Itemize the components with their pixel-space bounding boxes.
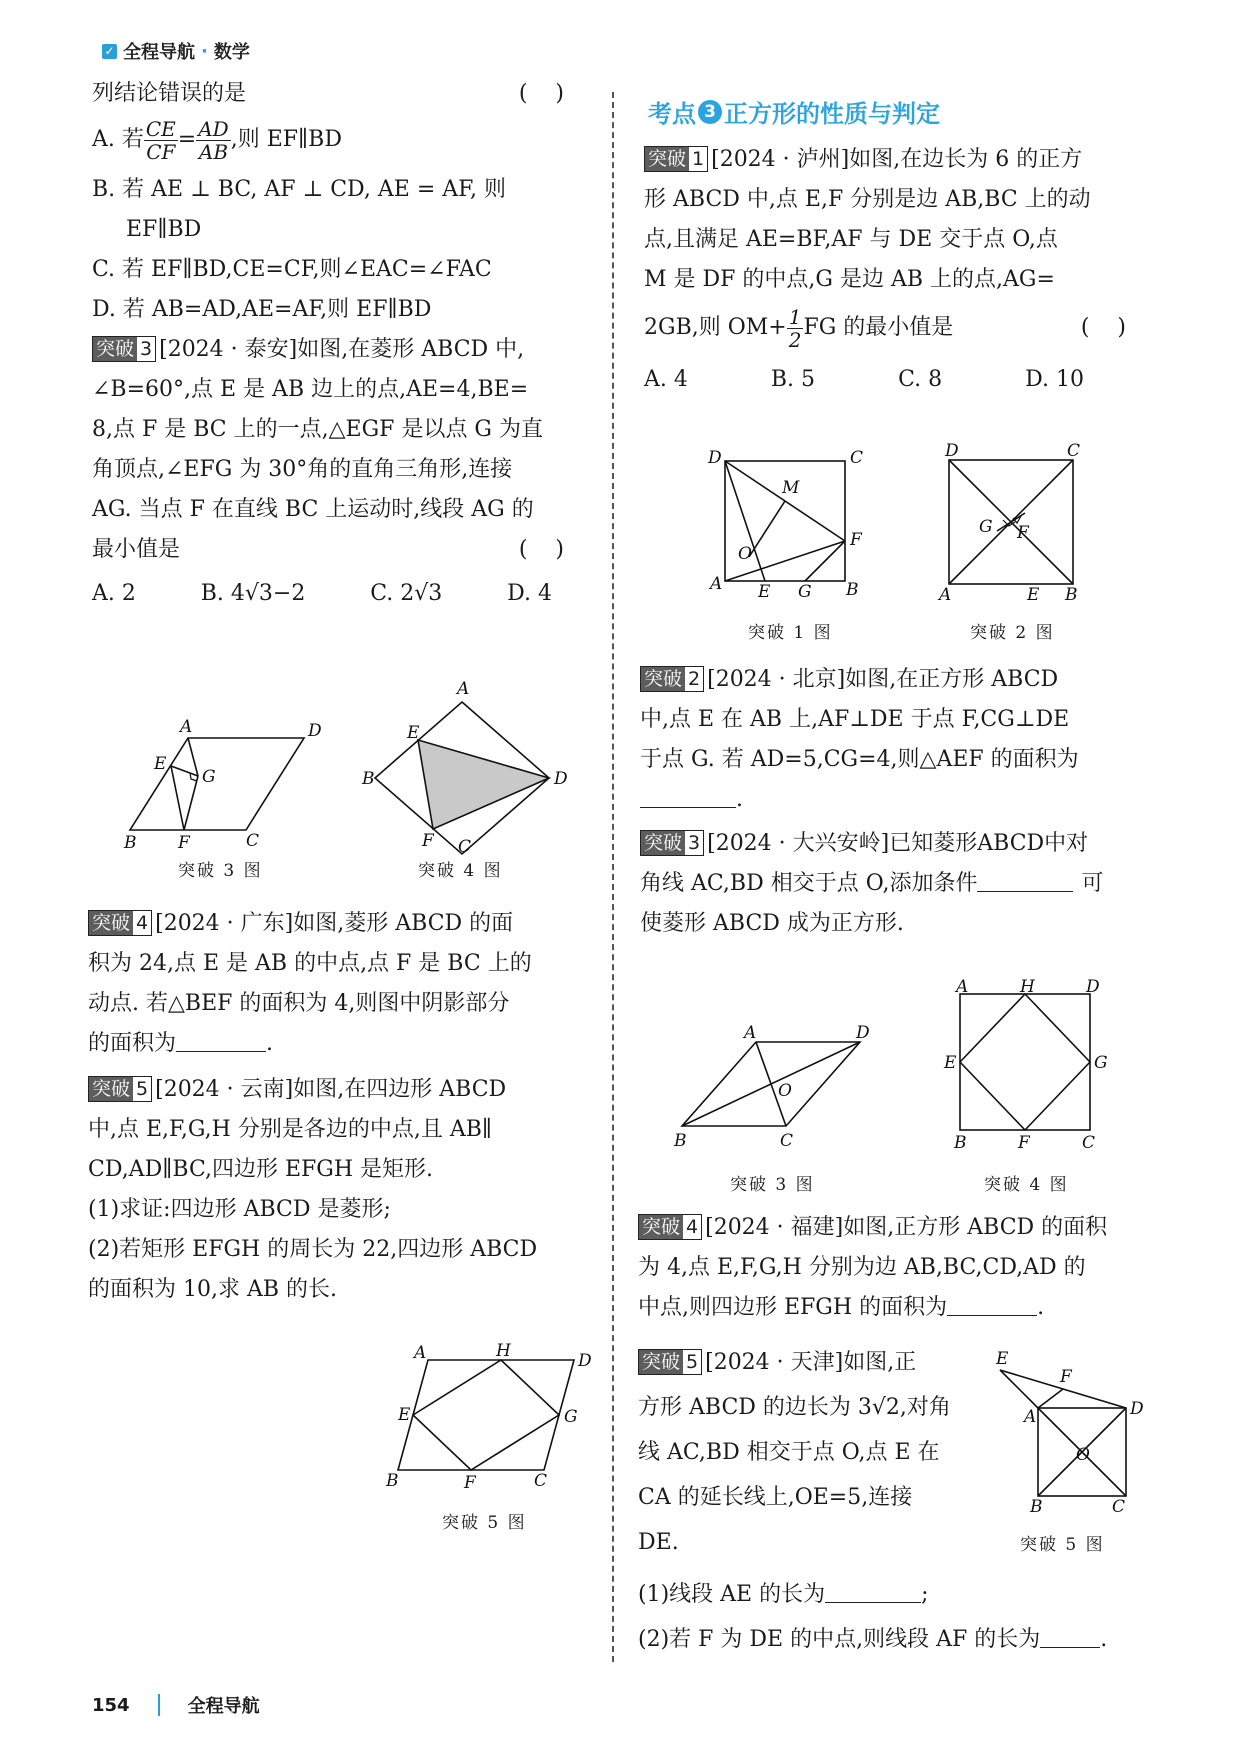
caption-fig-2: 突破 2 图 xyxy=(970,623,1055,643)
column-divider xyxy=(612,92,614,1662)
label-c: C xyxy=(1112,1497,1126,1517)
label-a: A xyxy=(939,585,952,605)
label-b: B xyxy=(386,1471,399,1491)
label-c: C xyxy=(534,1471,548,1491)
label-f: F xyxy=(1017,523,1029,543)
label-d: D xyxy=(708,448,722,468)
problem-3-line-1: 突破 3 [2024 · 大兴安岭]已知菱形ABCD中对 xyxy=(640,824,1154,864)
problem-tag: 突破 2 xyxy=(640,666,704,692)
label-d: D xyxy=(1130,1399,1144,1419)
problem-5-line-2: 方形 ABCD 的边长为 3√2,对角 xyxy=(638,1395,951,1420)
answer-blank xyxy=(640,789,736,808)
label-b: B xyxy=(124,833,137,853)
problem-4-line-1: 突破 4 [2024 · 广东]如图,菱形 ABCD 的面 xyxy=(88,904,592,944)
problem-5-line-1: 突破 5 [2024 · 天津]如图,正 xyxy=(638,1340,978,1385)
label-e: E xyxy=(407,723,420,743)
footer-title: 全程导航 xyxy=(187,1696,260,1717)
problem-1-line-1: 突破 1 [2024 · 泸州]如图,在边长为 6 的正方 xyxy=(644,140,1154,180)
problem-5-line-5: DE. xyxy=(638,1530,679,1555)
label-e: E xyxy=(1027,585,1040,605)
figure-square-r5 xyxy=(982,1340,1142,1515)
caption-fig-5: 突破 5 图 xyxy=(442,1513,527,1533)
problem-tag: 突破 4 xyxy=(88,910,152,936)
label-h: H xyxy=(1020,977,1035,997)
left-column-bottom xyxy=(88,904,592,1310)
separator-dot: · xyxy=(201,40,208,62)
problem-tag: 突破 5 xyxy=(638,1349,702,1375)
problem-3-line-3: 8,点 F 是 BC 上的一点,△EGF 是以点 G 为直 xyxy=(92,417,544,442)
problem-5-part-2: (2)若 F 为 DE 的中点,则线段 AF 的长为 . xyxy=(638,1627,1108,1652)
label-g: G xyxy=(1094,1053,1108,1073)
label-a: A xyxy=(414,1343,427,1363)
book-title: 全程导航 xyxy=(123,42,195,63)
problem-3-line-3: 使菱形 ABCD 成为正方形. xyxy=(640,911,904,936)
option-b: B. 若 AE ⊥ BC, AF ⊥ CD, AE = AF, 则 xyxy=(92,177,506,202)
option: A. 2 xyxy=(92,581,136,606)
page-number: 154 xyxy=(92,1694,130,1716)
label-d: D xyxy=(945,441,959,461)
label-f: F xyxy=(850,530,862,550)
problem-2-line-2: 中,点 E 在 AB 上,AF⊥DE 于点 F,CG⊥DE xyxy=(640,707,1070,732)
label-a: A xyxy=(1024,1407,1037,1427)
right-column-lower xyxy=(638,1208,1154,1328)
label-o: O xyxy=(738,544,752,564)
option-a: A. 若 $\frac{CE}{CF}$ = $\frac{AD}{AB}$ ,则 EF∥BD xyxy=(92,116,342,164)
answer-blank xyxy=(947,1297,1037,1316)
problem-5-part-1: (1)线段 AE 的长为 ; xyxy=(638,1582,929,1607)
label-c: C xyxy=(780,1131,794,1151)
caption-fig-4: 突破 4 图 xyxy=(418,861,503,881)
figure-rhombus-3 xyxy=(110,680,330,853)
label-f: F xyxy=(464,1473,476,1493)
caption-fig-4: 突破 4 图 xyxy=(984,1175,1069,1195)
problem-3-options xyxy=(92,574,552,614)
label-d: D xyxy=(554,769,568,789)
problem-2-line-4: . xyxy=(640,780,1154,820)
label-d: D xyxy=(856,1023,870,1043)
figure-square-2 xyxy=(925,440,1095,605)
section-number-badge: 3 xyxy=(698,100,722,124)
problem-5-part-2: (2)若矩形 EFGH 的周长为 22,四边形 ABCD xyxy=(88,1237,538,1262)
option: D. 4 xyxy=(507,581,552,606)
label-a: A xyxy=(744,1023,757,1043)
label-a: A xyxy=(457,679,470,699)
label-b: B xyxy=(846,580,859,600)
problem-tag: 突破 1 xyxy=(644,146,708,172)
option-c: C. 若 EF∥BD,CE=CF,则∠EAC=∠FAC xyxy=(92,257,492,282)
problem-4-line-1: 突破 4 [2024 · 福建]如图,正方形 ABCD 的面积 xyxy=(638,1208,1154,1248)
subject-label: 数学 xyxy=(213,42,250,63)
answer-paren: () xyxy=(1080,315,1154,340)
problem-2-line-3: 于点 G. 若 AD=5,CG=4,则△AEF 的面积为 xyxy=(640,747,1079,772)
label-c: C xyxy=(458,837,472,857)
label-e: E xyxy=(398,1405,411,1425)
problem-1-line-2: 形 ABCD 中,点 E,F 分别是边 AB,BC 上的动 xyxy=(644,187,1091,212)
label-g: G xyxy=(564,1407,578,1427)
label-c: C xyxy=(850,448,864,468)
label-o: O xyxy=(1076,1445,1090,1465)
figure-square-r4 xyxy=(938,977,1114,1160)
label-b: B xyxy=(674,1131,687,1151)
label-f: F xyxy=(422,831,434,851)
label-a: A xyxy=(956,977,969,997)
page-header xyxy=(102,38,250,64)
problem-1-line-5: 2GB,则 OM+ $\frac{1}{2}$ FG 的最小值是 () xyxy=(644,300,1154,356)
label-d: D xyxy=(578,1351,592,1371)
label-c: C xyxy=(1067,441,1081,461)
caption-fig-5: 突破 5 图 xyxy=(1020,1535,1105,1555)
option-d: D. 若 AB=AD,AE=AF,则 EF∥BD xyxy=(92,297,432,322)
label-h: H xyxy=(496,1341,511,1361)
right-column-middle xyxy=(640,660,1154,944)
caption-fig-3: 突破 3 图 xyxy=(730,1175,815,1195)
answer-blank xyxy=(1040,1629,1100,1648)
problem-5-line-4: CA 的延长线上,OE=5,连接 xyxy=(638,1485,913,1510)
option: A. 4 xyxy=(644,367,688,392)
answer-paren: () xyxy=(518,81,592,106)
problem-1-line-3: 点,且满足 AE=BF,AF 与 DE 交于点 O,点 xyxy=(644,227,1058,252)
label-a: A xyxy=(180,717,193,737)
fraction-ce-cf: $\frac{CE}{CF}$ xyxy=(145,116,176,164)
option: B. 5 xyxy=(770,367,816,392)
answer-blank xyxy=(825,1584,921,1603)
problem-3-line-5: AG. 当点 F 在直线 BC 上运动时,线段 AG 的 xyxy=(92,497,534,522)
option-b-cont: EF∥BD xyxy=(126,217,202,242)
label-d: D xyxy=(1086,977,1100,997)
problem-1-options xyxy=(644,360,1084,400)
option: C. 2√3 xyxy=(370,581,443,606)
label-c: C xyxy=(246,831,260,851)
answer-paren: () xyxy=(518,537,592,562)
label-e: E xyxy=(758,582,771,602)
problem-3-line-1: 突破 3 [2024 · 泰安]如图,在菱形 ABCD 中, xyxy=(92,330,592,370)
fraction-ad-ab: $\frac{AD}{AB}$ xyxy=(198,116,229,164)
problem-3-line-2: 角线 AC,BD 相交于点 O,添加条件 可 xyxy=(640,871,1104,896)
figure-square-1 xyxy=(700,445,870,605)
caption-fig-3: 突破 3 图 xyxy=(178,861,263,881)
question-continuation: 列结论错误的是 () xyxy=(92,74,592,114)
check-icon: ✓ xyxy=(102,44,117,59)
option: C. 8 xyxy=(898,367,943,392)
problem-3-line-2: ∠B=60°,点 E 是 AB 边上的点,AE=4,BE= xyxy=(92,377,529,402)
label-f: F xyxy=(1018,1133,1030,1153)
problem-5-line-2: 中,点 E,F,G,H 分别是各边的中点,且 AB∥ xyxy=(88,1117,493,1142)
label-f: F xyxy=(1060,1367,1072,1387)
label-b: B xyxy=(954,1133,967,1153)
problem-tag: 突破 3 xyxy=(92,336,156,362)
problem-4-line-3: 中点,则四边形 EFGH 的面积为 . xyxy=(638,1295,1045,1320)
problem-3-line-4: 角顶点,∠EFG 为 30°角的直角三角形,连接 xyxy=(92,457,513,482)
problem-5-line-3: CD,AD∥BC,四边形 EFGH 是矩形. xyxy=(88,1157,434,1182)
label-e: E xyxy=(996,1349,1009,1369)
problem-5-line-1: 突破 5 [2024 · 云南]如图,在四边形 ABCD xyxy=(88,1070,592,1110)
label-e: E xyxy=(944,1053,957,1073)
label-b: B xyxy=(362,769,375,789)
label-g: G xyxy=(202,767,216,787)
problem-tag: 突破 3 xyxy=(640,830,704,856)
problem-5-line-3: 线 AC,BD 相交于点 O,点 E 在 xyxy=(638,1440,940,1465)
problem-5-line-6: 的面积为 10,求 AB 的长. xyxy=(88,1277,338,1302)
right-column-top xyxy=(644,140,1154,400)
label-m: M xyxy=(782,478,800,498)
footer-separator xyxy=(158,1694,160,1716)
problem-tag: 突破 4 xyxy=(638,1214,702,1240)
page-footer xyxy=(92,1692,260,1718)
label-f: F xyxy=(178,833,190,853)
problem-tag: 突破 5 xyxy=(88,1076,152,1102)
problem-3-line-6: 最小值是 () xyxy=(92,530,592,570)
fraction-one-half: $\frac{1}{2}$ xyxy=(788,304,802,352)
label-e: E xyxy=(154,754,167,774)
answer-blank xyxy=(977,873,1073,892)
label-b: B xyxy=(1065,585,1078,605)
label-g: G xyxy=(979,517,993,537)
problem-4-line-2: 积为 24,点 E 是 AB 的中点,点 F 是 BC 上的 xyxy=(88,951,532,976)
label-b: B xyxy=(1030,1497,1043,1517)
figure-rhombus-4 xyxy=(360,676,570,856)
answer-blank xyxy=(176,1033,266,1052)
left-column-top xyxy=(92,74,592,614)
problem-4-line-3: 动点. 若△BEF 的面积为 4,则图中阴影部分 xyxy=(88,991,510,1016)
caption-fig-1: 突破 1 图 xyxy=(748,623,833,643)
right-problem-5 xyxy=(638,1340,978,1565)
problem-4-line-2: 为 4,点 E,F,G,H 分别为边 AB,BC,CD,AD 的 xyxy=(638,1255,1086,1280)
figure-rhombus-r3 xyxy=(662,1020,882,1170)
problem-2-line-1: 突破 2 [2024 · 北京]如图,在正方形 ABCD xyxy=(640,660,1154,700)
label-a: A xyxy=(710,574,723,594)
right-problem-5-questions xyxy=(638,1572,1154,1662)
option: B. 4√3−2 xyxy=(200,581,306,606)
problem-4-line-4: 的面积为 . xyxy=(88,1031,274,1056)
problem-5-part-1: (1)求证:四边形 ABCD 是菱形; xyxy=(88,1197,391,1222)
label-c: C xyxy=(1082,1133,1096,1153)
label-d: D xyxy=(308,721,322,741)
label-o: O xyxy=(778,1081,792,1101)
figure-quadrilateral-5 xyxy=(384,1340,594,1493)
problem-1-line-4: M 是 DF 的中点,G 是边 AB 上的点,AG= xyxy=(644,267,1055,292)
option: D. 10 xyxy=(1025,367,1084,392)
label-g: G xyxy=(798,582,812,602)
section-heading: 考点 3 正方形的性质与判定 xyxy=(648,100,940,128)
